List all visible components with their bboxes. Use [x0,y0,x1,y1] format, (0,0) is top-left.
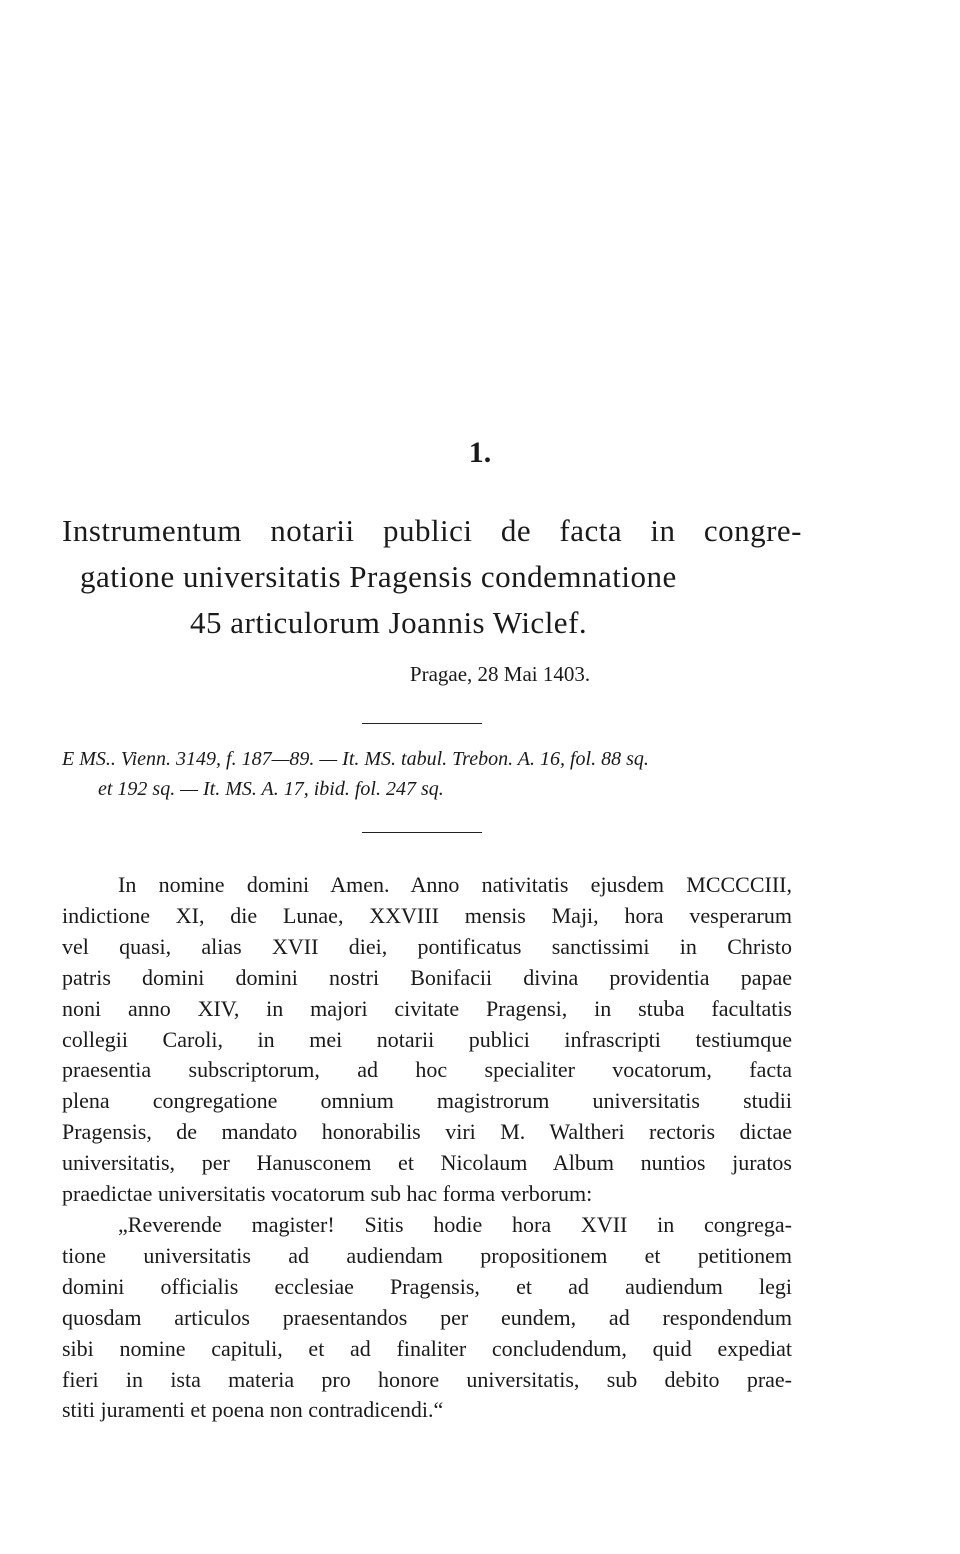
text-line: fieri in ista materia pro honore universitatis, sub debito prae- [62,1366,792,1392]
source-line: E MS.. Vienn. 3149, f. 187—89. — It. MS. tabul. Trebon. A. 16, fol. 88 sq. [62,748,649,770]
text-line: noni anno XIV, in majori civitate Pragensi, in stuba facultatis [62,995,792,1021]
text-line: tione universitatis ad audiendam propositionem et petitionem [62,1242,792,1268]
paragraph-intro [62,870,792,1210]
text-line: stiti juramenti et poena non contradicendi.“ [62,1397,444,1423]
document-number: 1. [468,436,492,469]
divider [362,832,482,833]
text-line: sibi nomine capituli, et ad finaliter concludendum, quid expediat [62,1335,792,1361]
text-line: quosdam articulos praesentandos per eundem, ad respondendum [62,1304,792,1330]
text-line: praedictae universitatis vocatorum sub hac forma verborum: [62,1181,593,1207]
text-line: In nomine domini Amen. Anno nativitatis ejusdem MCCCCIII, [118,872,792,897]
text-line: praesentia subscriptorum, ad hoc specialiter vocatorum, facta [62,1057,792,1083]
text-line: universitatis, per Hanusconem et Nicolaum Album nuntios juratos [62,1150,792,1176]
place-date: Pragae, 28 Mai 1403. [409,662,591,686]
paragraph-summons [62,1210,792,1426]
text-line: collegii Caroli, in mei notarii publici infrascripti testiumque [62,1026,792,1052]
text-line: plena congregatione omnium magistrorum universitatis studii [62,1088,792,1114]
text-line: patris domini domini nostri Bonifacii divina providentia papae [62,964,792,990]
text-line: domini officialis ecclesiae Pragensis, et ad audiendum legi [62,1273,792,1299]
title-line: 45 articulorum Joannis Wiclef. [190,605,588,640]
text-line: „Reverende magister! Sitis hodie hora XVII in congrega- [118,1211,792,1237]
text-line: vel quasi, alias XVII diei, pontificatus sanctissimi in Christo [62,933,792,959]
divider [362,723,482,724]
source-line: et 192 sq. — It. MS. A. 17, ibid. fol. 247 sq. [98,778,444,800]
manuscript-sources [62,744,862,804]
document-title [62,508,802,646]
title-line: Instrumentum notarii publici de facta in congre- [62,513,802,548]
document-body [62,870,792,1426]
text-line: Pragensis, de mandato honorabilis viri M. Waltheri rectoris dictae [62,1119,792,1145]
title-line: gatione universitatis Pragensis condemnatione [80,559,677,594]
text-line: indictione XI, die Lunae, XXVIII mensis Maji, hora vesperarum [62,902,792,928]
